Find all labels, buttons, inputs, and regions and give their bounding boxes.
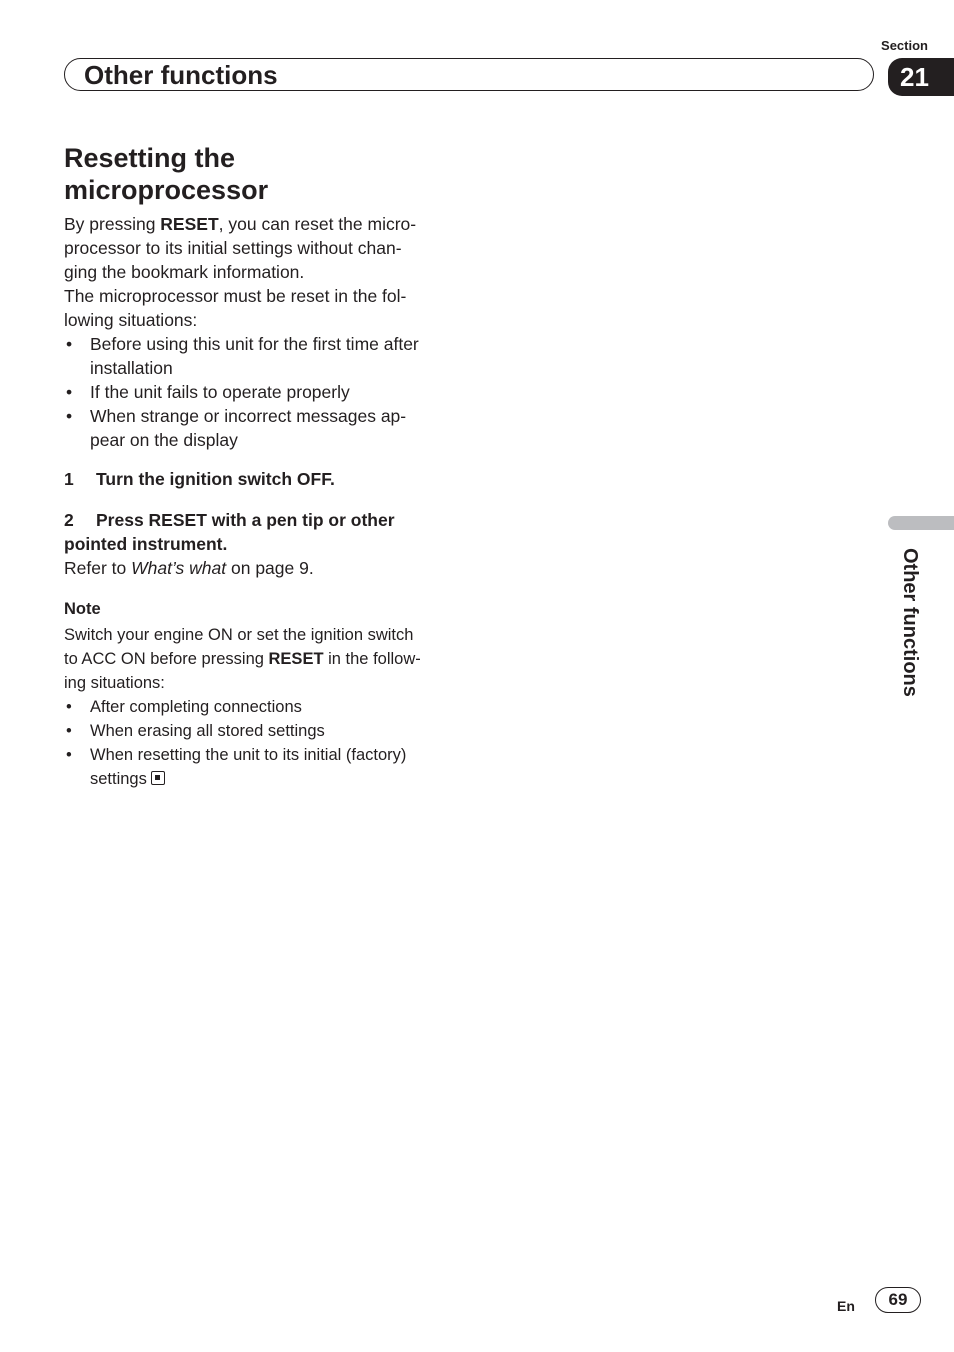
intro-paragraph (64, 212, 454, 332)
note-text: to ACC ON before pressing (64, 650, 269, 668)
intro-text: By pressing (64, 214, 161, 234)
step-2-heading (64, 508, 454, 556)
reset-keyword: RESET (268, 650, 324, 668)
page-title-line2: microprocessor (64, 175, 269, 205)
list-item (64, 743, 454, 791)
note-text: in the follow- (323, 650, 421, 668)
refer-text (64, 556, 454, 580)
refer-link: What’s what (131, 558, 227, 578)
end-mark-icon (151, 771, 165, 785)
step-1 (64, 467, 454, 491)
list-item-text: installation (90, 358, 173, 378)
list-item-text: When strange or incorrect messages ap- (90, 406, 407, 426)
note-paragraph (64, 623, 454, 695)
list-item-text: When resetting the unit to its initial (factory) (90, 746, 407, 764)
note-text: Switch your engine ON or set the ignition switch (64, 626, 414, 644)
side-tab-label: Other functions (899, 548, 921, 697)
list-item-text: Before using this unit for the first time after (90, 334, 419, 354)
situations-text: The microprocessor must be reset in the fol- (64, 286, 407, 306)
step-text: Press RESET with a pen tip or other (96, 510, 395, 530)
step-text: pointed instrument. (64, 534, 228, 554)
list-item (64, 332, 454, 380)
list-item (64, 380, 454, 404)
note-text: ing situations: (64, 674, 165, 692)
step-number: 2 (64, 510, 74, 530)
list-item-text: After completing connections (90, 698, 302, 716)
header-title: Other functions (84, 60, 278, 90)
situations-text: lowing situations: (64, 310, 198, 330)
reset-keyword: RESET (160, 214, 219, 234)
list-item-text: settings (90, 770, 147, 788)
step-text: Turn the ignition switch OFF. (96, 469, 335, 489)
page-title (64, 142, 484, 206)
intro-text: processor to its initial settings without chan- (64, 238, 402, 258)
side-tab-marker (888, 516, 954, 530)
intro-text: ging the bookmark information. (64, 262, 305, 282)
situations-list (64, 332, 454, 452)
note-heading: Note (64, 600, 101, 618)
refer-suffix: on page 9. (226, 558, 314, 578)
list-item (64, 695, 454, 719)
language-label: En (837, 1298, 855, 1314)
list-item-text: pear on the display (90, 430, 238, 450)
intro-block (64, 212, 454, 452)
intro-text: , you can reset the micro- (218, 214, 417, 234)
page-number: 69 (875, 1287, 921, 1313)
list-item-text: If the unit fails to operate properly (90, 382, 350, 402)
page-title-line1: Resetting the (64, 143, 236, 173)
list-item (64, 719, 454, 743)
section-label: Section (881, 38, 928, 53)
list-item (64, 404, 454, 452)
list-item-text: When erasing all stored settings (90, 722, 325, 740)
refer-prefix: Refer to (64, 558, 132, 578)
note-block (64, 597, 454, 791)
step-2 (64, 508, 454, 580)
note-list (64, 695, 454, 791)
step-number: 1 (64, 469, 74, 489)
section-number: 21 (888, 58, 954, 96)
